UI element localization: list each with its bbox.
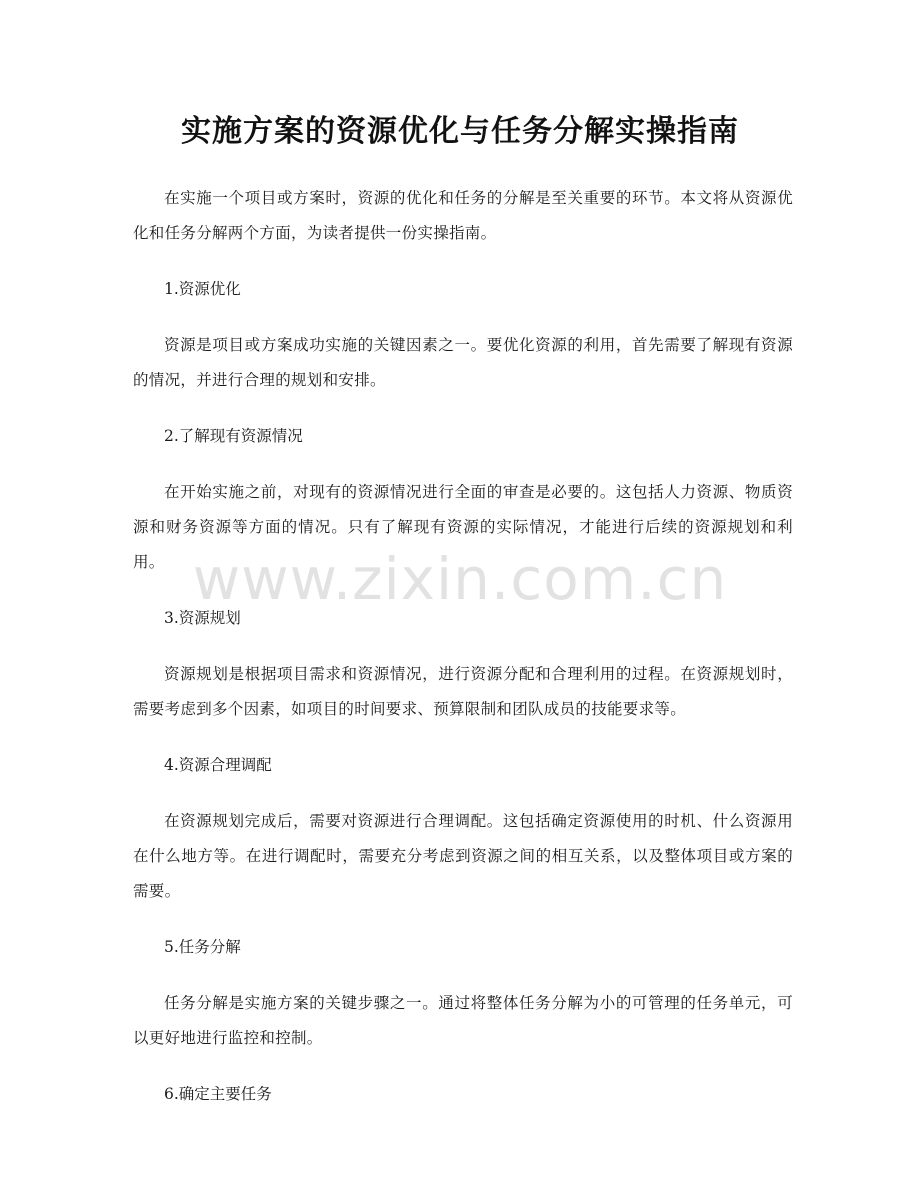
- section-heading-6: 6.确定主要任务: [164, 1085, 272, 1103]
- section-paragraph-1: 资源是项目或方案成功实施的关键因素之一。要优化资源的利用，首先需要了解现有资源的情况，并进行合理的规划和安排。: [133, 336, 793, 389]
- section-heading-1: 1.资源优化: [164, 280, 241, 298]
- document-title: 实施方案的资源优化与任务分解实操指南: [181, 114, 739, 149]
- document-body: [133, 181, 793, 1133]
- watermark-text: www.zixin.com.cn: [192, 545, 728, 613]
- section-paragraph-4: 在资源规划完成后，需要对资源进行合理调配。这包括确定资源使用的时机、什么资源用在什么地方等。在进行调配时，需要充分考虑到资源之间的相互关系，以及整体项目或方案的需要。: [133, 812, 793, 900]
- section-paragraph-2: 在开始实施之前，对现有的资源情况进行全面的审查是必要的。这包括人力资源、物质资源和财务资源等方面的情况。只有了解现有资源的实际情况，才能进行后续的资源规划和利用。: [133, 483, 793, 571]
- section-heading-3: 3.资源规划: [164, 609, 241, 627]
- section-paragraph-5: 任务分解是实施方案的关键步骤之一。通过将整体任务分解为小的可管理的任务单元，可以更好地进行监控和控制。: [133, 994, 793, 1047]
- section-paragraph-3: 资源规划是根据项目需求和资源情况，进行资源分配和合理利用的过程。在资源规划时，需要考虑到多个因素，如项目的时间要求、预算限制和团队成员的技能要求等。: [133, 665, 793, 718]
- section-heading-4: 4.资源合理调配: [164, 756, 272, 774]
- section-heading-2: 2.了解现有资源情况: [164, 427, 303, 445]
- intro-paragraph: 在实施一个项目或方案时，资源的优化和任务的分解是至关重要的环节。本文将从资源优化和任务分解两个方面，为读者提供一份实操指南。: [133, 189, 793, 242]
- section-heading-5: 5.任务分解: [164, 938, 241, 956]
